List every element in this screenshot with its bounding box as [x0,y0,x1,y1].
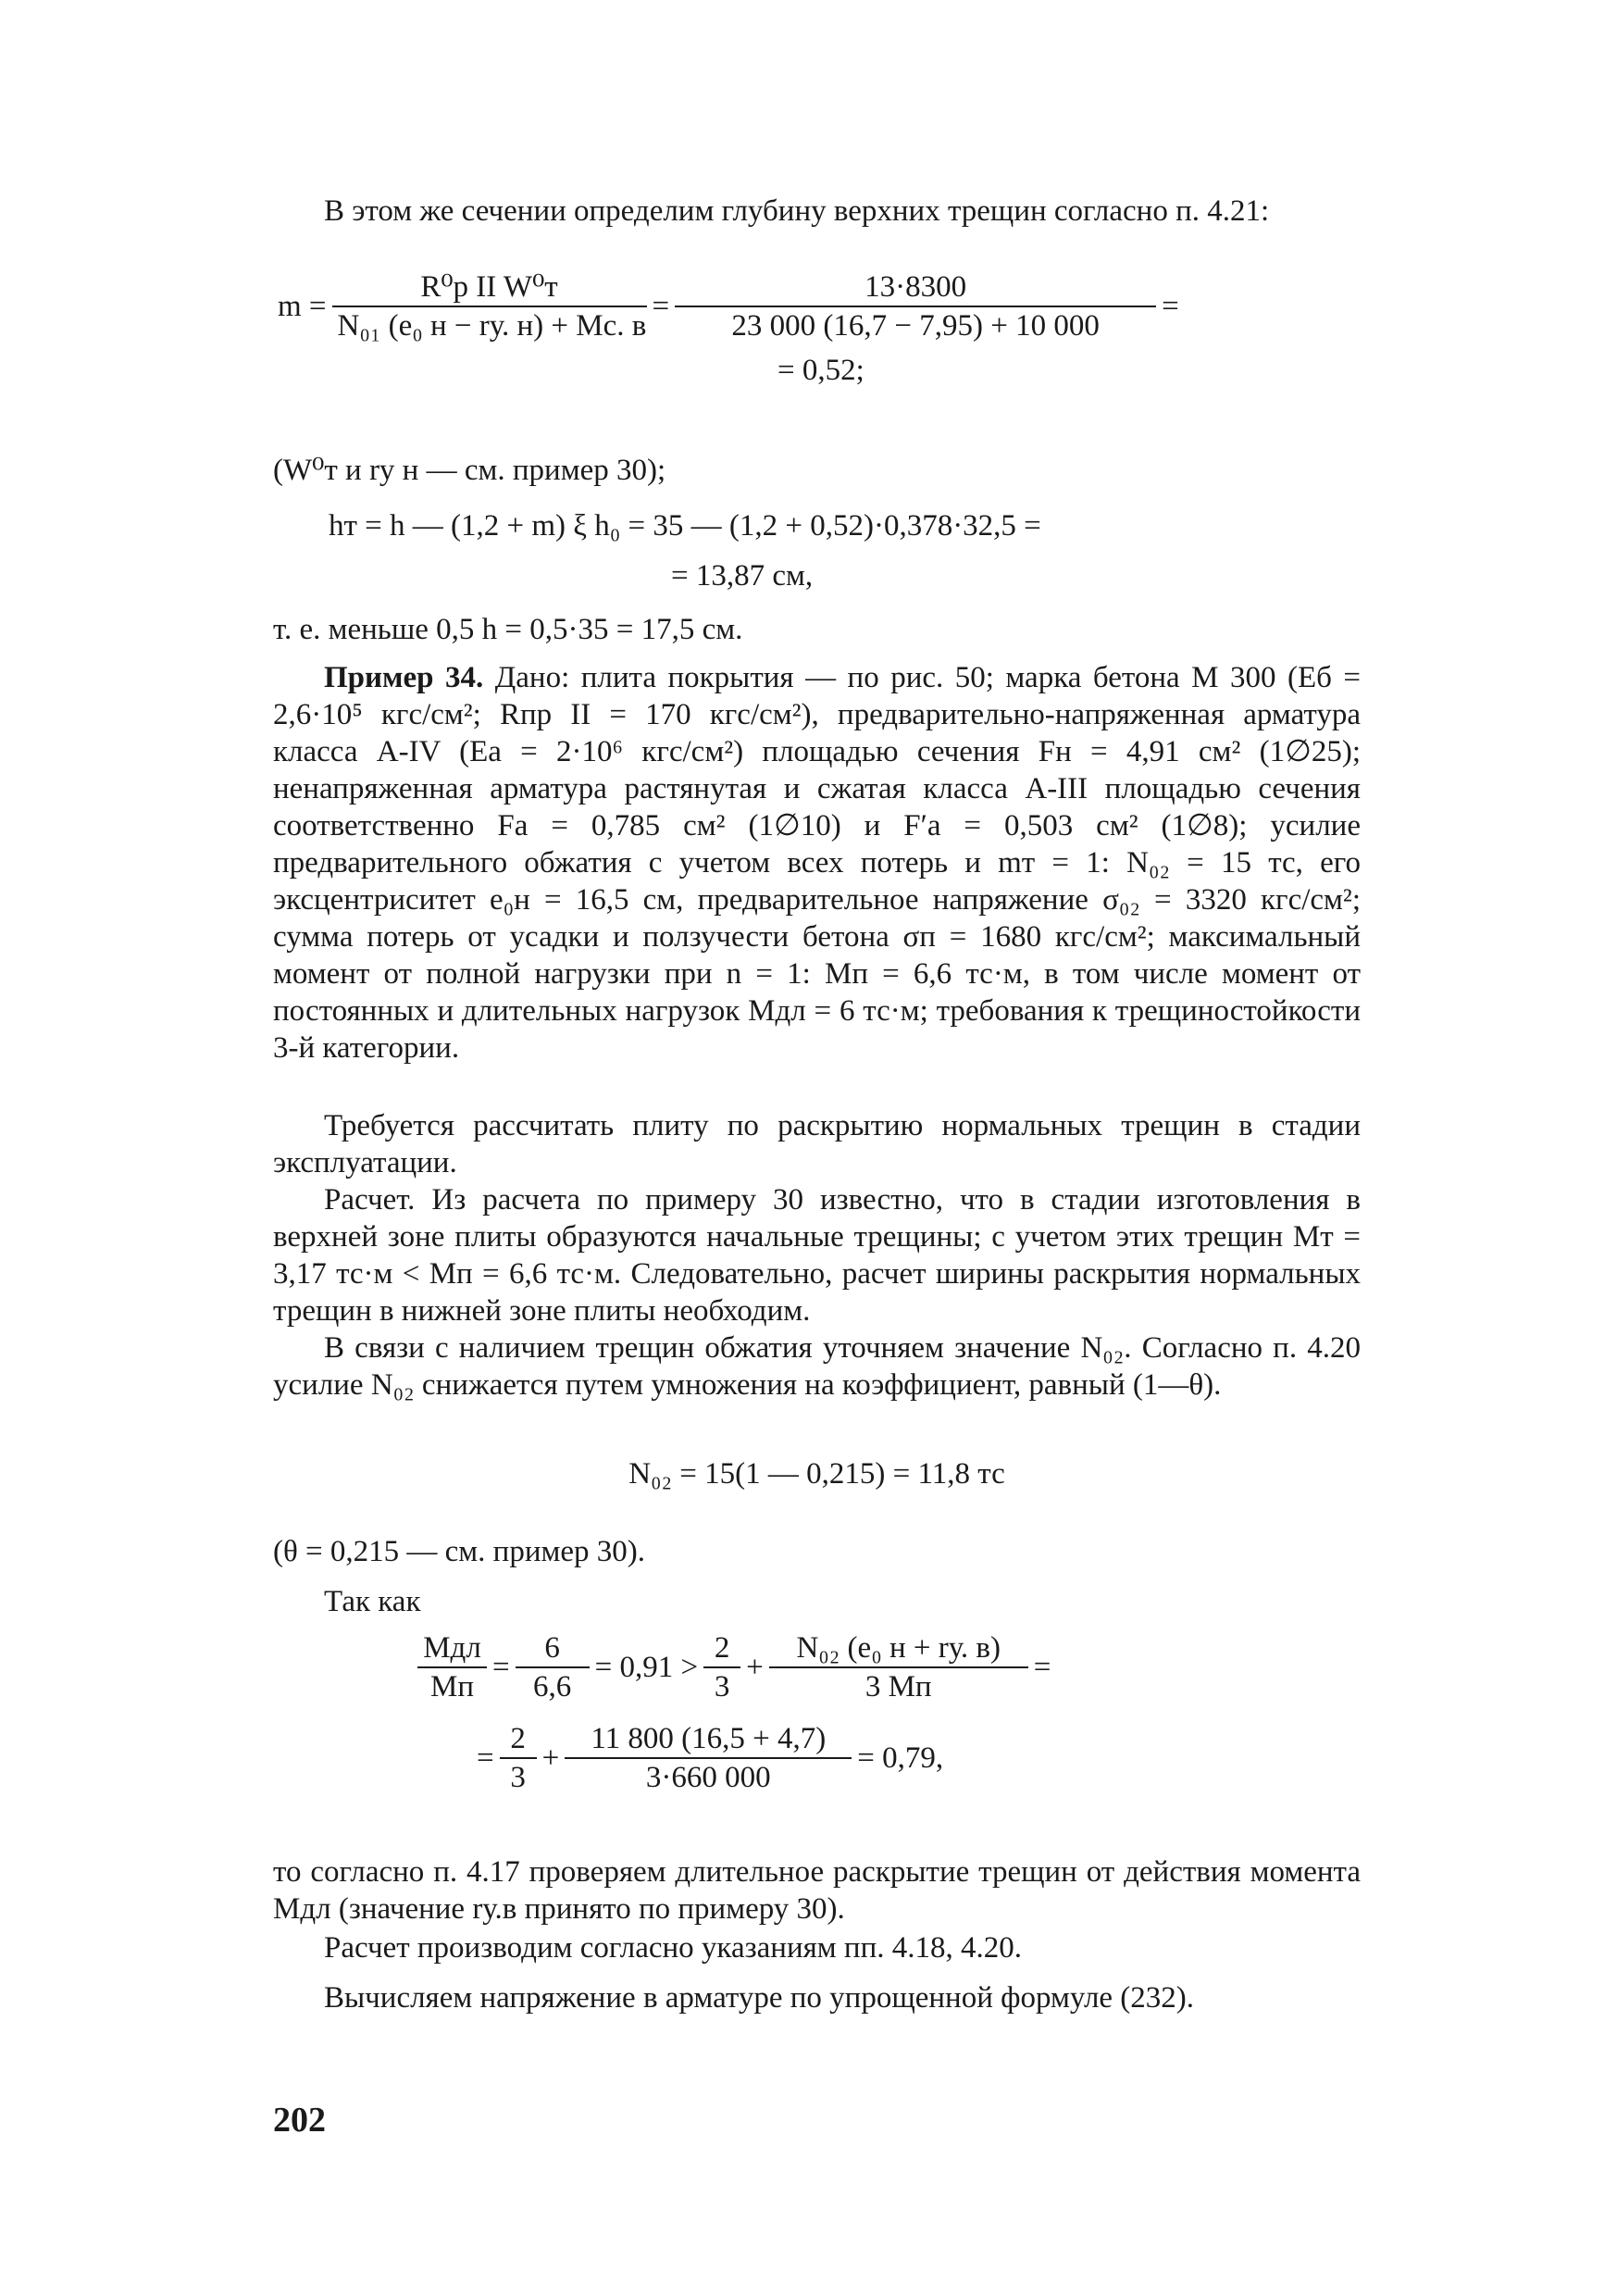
eq-ratio-f5 [500,1720,537,1796]
eq-ratio-f2 [516,1629,590,1705]
calc-text: Расчет. Из расчета по примеру 30 известно, что в стадии изготовления в верхней зоне плиты образуются начальные трещины; с учетом этих трещин Mт = 3,17 тс·м < Mп = 6,6 тс·м. Следовательно, расчет ширины раскрытия нормальных трещин в нижней зоне плиты необходим. [273,1183,1361,1328]
page-number: 202 [273,2101,326,2140]
eq-ratio-f3-num: 2 [703,1629,740,1668]
eq-m-frac2 [675,268,1156,344]
eq-ratio-f6 [565,1720,852,1796]
eq-ratio-f6-num: 11 800 (16,5 + 4,7) [565,1720,852,1759]
note-w [273,452,1361,489]
calc-block [273,1181,1361,1329]
then-block [273,1853,1361,1928]
theta-line [273,1533,1361,1570]
perform-block [273,1929,1361,1966]
equation-n02 [273,1455,1361,1492]
required-block [273,1107,1361,1181]
example-title: Пример 34. [324,661,484,694]
example-text: Дано: плита покрытия — по рис. 50; марка бетона М 300 (Eб = 2,6·10⁵ кгс/см²; Rпр II = 170 кгс/см²), предварительно-напряженная арматура класса A-IV (Eа = 2·10⁶ кгс/см²) площадью сечения Fн = 4,91 см² (1∅25); ненапряженная арматура растянутая и сжатая класса A-III площадью сечения соответственно Fа = 0,785 см² (1∅10) и F′а = 0,503 см² (1∅8); усилие предварительного обжатия с учетом всех потерь и mт = 1: N₀₂ = 15 тс, его эксцентриситет e₀н = 16,5 см, предварительное напряжение σ₀₂ = 3320 кгс/см²; сумма потерь от усадки и ползучести бетона σп = 1680 кгс/см²; максимальный момент от полной нагрузки при n = 1: Mп = 6,6 тс·м, в том числе момент от постоянных и длительных нагрузок Mдл = 6 тс·м; требования к трещиностойкости 3-й категории. [273,661,1362,1065]
then-text: то согласно п. 4.17 проверяем длительное раскрытие трещин от действия момента Mдл (значение rу.в принято по примеру 30). [273,1855,1361,1926]
eq-ratio-mid: = 0,91 > [594,1651,699,1684]
eq-m-frac1-den: N₀₁ (e₀ н − rу. н) + Mс. в [337,309,647,343]
since-line [273,1583,1361,1620]
eq-ratio-f3-den: 3 [714,1670,730,1703]
eq-m-lhs: m = [278,290,327,323]
compute-text: Вычисляем напряжение в арматуре по упрощенной формуле (232). [324,1981,1195,2015]
eq-ht-line2: = 13,87 см, [671,559,814,593]
compute-block [273,1979,1361,2016]
eq-ratio-f4 [769,1629,1028,1705]
note-w-text: (W⁰т и rу н — см. пример 30); [273,454,666,487]
text-block-1 [273,193,1361,230]
eq-m-frac1-num: R⁰р II W⁰т [332,268,647,307]
equation-m [278,268,1370,389]
eq-ratio-result: = 0,79, [857,1741,944,1775]
eq-ratio-f2-den: 6,6 [533,1670,572,1703]
eq-n02-text: N₀₂ = 15(1 — 0,215) = 11,8 тс [628,1457,1005,1491]
less-text: т. е. меньше 0,5 h = 0,5·35 = 17,5 см. [273,613,743,646]
eq-ratio-f3 [703,1629,740,1705]
eq-ratio-f1-num: Mдл [417,1629,487,1668]
example-block [273,659,1361,1067]
eq-ratio-f1 [417,1629,487,1705]
required-text: Требуется рассчитать плиту по раскрытию нормальных трещин в стадии эксплуатации. [273,1109,1361,1179]
equation-ratio: $\frac{\text{Mдл}}{Mп}$ = $\frac{6}{6,6}$ = 0,91 > $\frac{2}{3}$ + $\frac{\text{N₀₂ (e₀ н + rу. в)}}{3 Mп}$ = = $\frac{2}{3}$ + $\frac{11 800 (16,5 + 4,7)}{3\cdot 660 000}$ = 0,79, [273,1629,1361,1796]
eq-m-equals2: = [1162,290,1179,323]
eq-ht-line1: hт = h — (1,2 + m) ξ h₀ = 35 — (1,2 + 0,52)·0,378·32,5 = [329,509,1041,543]
eq-m-frac1 [332,268,647,344]
eq-ratio-f6-den: 3·660 000 [645,1761,771,1794]
refine-block [273,1329,1361,1404]
less-line [273,611,1361,648]
eq-m-frac2-den: 23 000 (16,7 − 7,95) + 10 000 [731,309,1100,343]
eq-m-frac2-num: 13·8300 [675,268,1156,307]
eq-m-result: = 0,52; [777,354,864,387]
equation-ht [273,507,1365,594]
perform-text: Расчет производим согласно указаниям пп. 4.18, 4.20. [324,1931,1022,1965]
eq-ratio-f1-den: Mп [429,1670,474,1703]
eq-ratio-f4-den: 3 Mп [864,1670,932,1703]
eq-ratio-f5-den: 3 [510,1761,526,1794]
eq-ratio-f2-num: 6 [516,1629,590,1668]
theta-text: (θ = 0,215 — см. пример 30). [273,1535,646,1568]
eq-m-equals1: = [652,290,670,323]
refine-text: В связи с наличием трещин обжатия уточняем значение N₀₂. Согласно п. 4.20 усилие N₀₂ снижается путем умножения на коэффициент, равный (1—θ). [273,1331,1361,1402]
since-text: Так как [324,1585,421,1618]
eq-ratio-f4-num: N₀₂ (e₀ н + rу. в) [769,1629,1028,1668]
paragraph-intro: В этом же сечении определим глубину верхних трещин согласно п. 4.21: [324,194,1270,228]
eq-ratio-f5-num: 2 [500,1720,537,1759]
